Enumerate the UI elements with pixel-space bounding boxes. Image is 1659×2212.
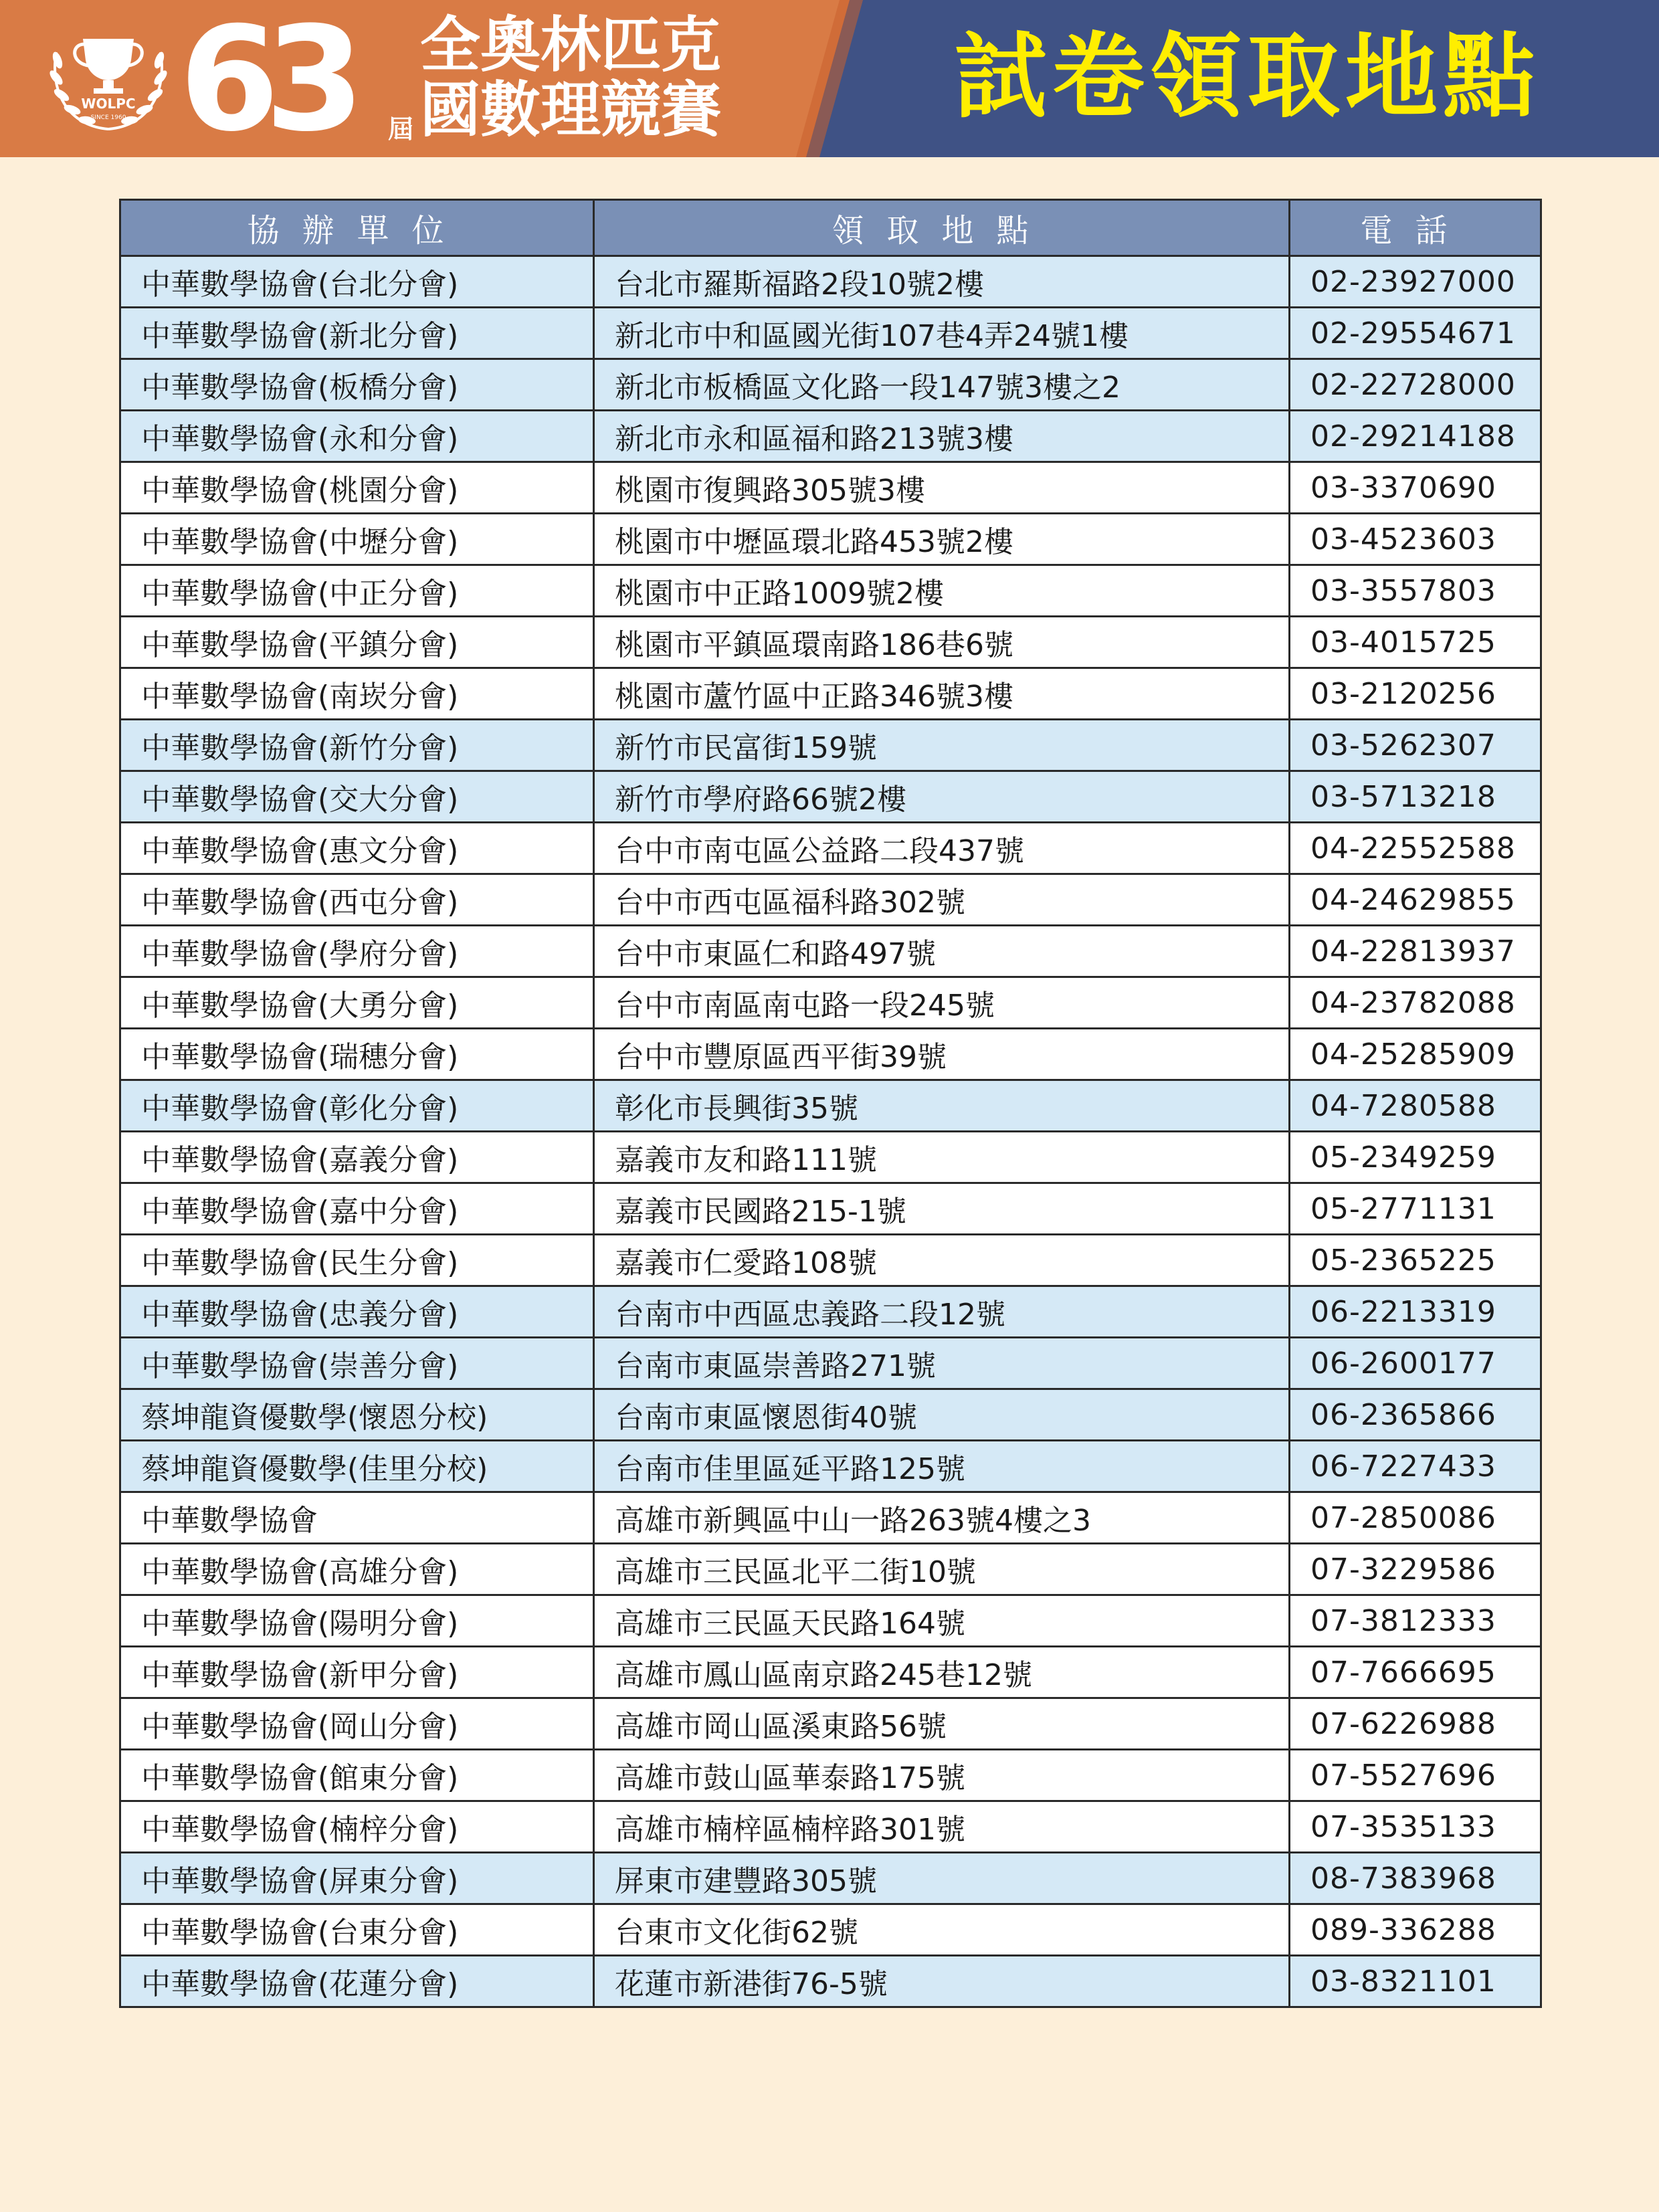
edition-suffix: 屆 (388, 114, 414, 144)
organizer-cell: 中華數學協會(楠梓分會) (120, 1801, 594, 1853)
address-cell: 屏東市建豐路305號 (594, 1853, 1290, 1904)
phone-cell: 03-2120256 (1290, 668, 1541, 720)
address-cell: 台中市南屯區公益路二段437號 (594, 823, 1290, 874)
phone-cell: 04-22813937 (1290, 926, 1541, 977)
table-row (120, 462, 1541, 514)
phone-cell: 07-2850086 (1290, 1492, 1541, 1544)
phone-cell: 06-2365866 (1290, 1389, 1541, 1441)
table-row (120, 1956, 1541, 2007)
address-cell: 嘉義市民國路215-1號 (594, 1183, 1290, 1235)
phone-cell: 03-5262307 (1290, 720, 1541, 771)
address-cell: 台中市西屯區福科路302號 (594, 874, 1290, 926)
table-row (120, 1853, 1541, 1904)
table-row (120, 308, 1541, 359)
organizer-cell: 中華數學協會(館東分會) (120, 1750, 594, 1801)
address-cell: 新北市板橋區文化路一段147號3樓之2 (594, 359, 1290, 411)
address-cell: 嘉義市仁愛路108號 (594, 1235, 1290, 1286)
address-cell: 台南市東區懷恩街40號 (594, 1389, 1290, 1441)
table-row (120, 1544, 1541, 1595)
phone-cell: 02-29554671 (1290, 308, 1541, 359)
phone-cell: 06-2213319 (1290, 1286, 1541, 1338)
table-row (120, 1029, 1541, 1080)
table-row (120, 411, 1541, 462)
organizer-cell: 中華數學協會(板橋分會) (120, 359, 594, 411)
table-row (120, 1132, 1541, 1183)
address-cell: 台中市東區仁和路497號 (594, 926, 1290, 977)
organizer-cell: 中華數學協會(中壢分會) (120, 514, 594, 565)
phone-cell: 07-3229586 (1290, 1544, 1541, 1595)
phone-cell: 04-22552588 (1290, 823, 1541, 874)
phone-cell: 06-2600177 (1290, 1338, 1541, 1389)
address-cell: 台東市文化街62號 (594, 1904, 1290, 1956)
table-row (120, 1235, 1541, 1286)
table-row (120, 1286, 1541, 1338)
address-cell: 高雄市三民區天民路164號 (594, 1595, 1290, 1647)
address-cell: 桃園市蘆竹區中正路346號3樓 (594, 668, 1290, 720)
competition-title-line1: 全奧林匹克 (420, 10, 721, 80)
table-row (120, 565, 1541, 617)
phone-cell: 05-2349259 (1290, 1132, 1541, 1183)
table-row (120, 1904, 1541, 1956)
organizer-cell: 中華數學協會(嘉中分會) (120, 1183, 594, 1235)
table-row (120, 256, 1541, 308)
organizer-cell: 中華數學協會(惠文分會) (120, 823, 594, 874)
organizer-cell: 中華數學協會(新北分會) (120, 308, 594, 359)
organizer-cell: 中華數學協會(南崁分會) (120, 668, 594, 720)
organizer-cell: 中華數學協會(瑞穗分會) (120, 1029, 594, 1080)
organizer-cell: 蔡坤龍資優數學(懷恩分校) (120, 1389, 594, 1441)
phone-cell: 07-3535133 (1290, 1801, 1541, 1853)
address-cell: 嘉義市友和路111號 (594, 1132, 1290, 1183)
phone-cell: 03-4015725 (1290, 617, 1541, 668)
address-cell: 桃園市平鎮區環南路186巷6號 (594, 617, 1290, 668)
organizer-cell: 中華數學協會(桃園分會) (120, 462, 594, 514)
phone-cell: 08-7383968 (1290, 1853, 1541, 1904)
address-cell: 台中市南區南屯路一段245號 (594, 977, 1290, 1029)
organizer-cell: 中華數學協會(台東分會) (120, 1904, 594, 1956)
table-row (120, 926, 1541, 977)
address-cell: 新竹市民富街159號 (594, 720, 1290, 771)
organizer-cell: 中華數學協會(高雄分會) (120, 1544, 594, 1595)
organizer-cell: 中華數學協會(嘉義分會) (120, 1132, 594, 1183)
competition-title-line2: 國數理競賽 (420, 75, 721, 145)
phone-cell: 02-22728000 (1290, 359, 1541, 411)
table-row (120, 1647, 1541, 1698)
address-cell: 台南市中西區忠義路二段12號 (594, 1286, 1290, 1338)
phone-cell: 05-2365225 (1290, 1235, 1541, 1286)
phone-cell: 02-29214188 (1290, 411, 1541, 462)
organizer-cell: 中華數學協會(中正分會) (120, 565, 594, 617)
organizer-cell: 中華數學協會(崇善分會) (120, 1338, 594, 1389)
phone-cell: 02-23927000 (1290, 256, 1541, 308)
phone-cell: 03-3557803 (1290, 565, 1541, 617)
organizer-cell: 中華數學協會(西屯分會) (120, 874, 594, 926)
table-row (120, 359, 1541, 411)
table-row (120, 1595, 1541, 1647)
table-row (120, 1750, 1541, 1801)
table-row (120, 1080, 1541, 1132)
address-cell: 高雄市鳳山區南京路245巷12號 (594, 1647, 1290, 1698)
address-cell: 彰化市長興街35號 (594, 1080, 1290, 1132)
table-row (120, 1801, 1541, 1853)
table-row (120, 668, 1541, 720)
table-row (120, 514, 1541, 565)
table-row (120, 823, 1541, 874)
address-cell: 高雄市岡山區溪東路56號 (594, 1698, 1290, 1750)
phone-cell: 04-23782088 (1290, 977, 1541, 1029)
trophy-laurel-logo (41, 19, 175, 139)
address-cell: 新竹市學府路66號2樓 (594, 771, 1290, 823)
phone-cell: 07-5527696 (1290, 1750, 1541, 1801)
address-cell: 台南市東區崇善路271號 (594, 1338, 1290, 1389)
phone-cell: 06-7227433 (1290, 1441, 1541, 1492)
phone-cell: 03-8321101 (1290, 1956, 1541, 2007)
address-cell: 高雄市三民區北平二街10號 (594, 1544, 1290, 1595)
address-cell: 花蓮市新港街76-5號 (594, 1956, 1290, 2007)
address-cell: 高雄市新興區中山一路263號4樓之3 (594, 1492, 1290, 1544)
address-cell: 桃園市中正路1009號2樓 (594, 565, 1290, 617)
organizer-cell: 中華數學協會(花蓮分會) (120, 1956, 594, 2007)
header-banner (0, 0, 1659, 163)
phone-cell: 03-5713218 (1290, 771, 1541, 823)
organizer-cell: 中華數學協會(新甲分會) (120, 1647, 594, 1698)
phone-cell: 04-25285909 (1290, 1029, 1541, 1080)
phone-cell: 089-336288 (1290, 1904, 1541, 1956)
phone-cell: 07-6226988 (1290, 1698, 1541, 1750)
table-row (120, 1389, 1541, 1441)
organizer-cell: 中華數學協會(岡山分會) (120, 1698, 594, 1750)
table-row (120, 1492, 1541, 1544)
organizer-cell: 中華數學協會(陽明分會) (120, 1595, 594, 1647)
organizer-cell: 中華數學協會(台北分會) (120, 256, 594, 308)
organizer-cell: 中華數學協會 (120, 1492, 594, 1544)
table-row (120, 617, 1541, 668)
organizer-cell: 蔡坤龍資優數學(佳里分校) (120, 1441, 594, 1492)
organizer-cell: 中華數學協會(交大分會) (120, 771, 594, 823)
organizer-cell: 中華數學協會(屏東分會) (120, 1853, 594, 1904)
table-row (120, 1441, 1541, 1492)
organizer-cell: 中華數學協會(民生分會) (120, 1235, 594, 1286)
table-row (120, 1698, 1541, 1750)
organizer-cell: 中華數學協會(彰化分會) (120, 1080, 594, 1132)
address-cell: 高雄市楠梓區楠梓路301號 (594, 1801, 1290, 1853)
phone-cell: 05-2771131 (1290, 1183, 1541, 1235)
address-cell: 高雄市鼓山區華泰路175號 (594, 1750, 1290, 1801)
phone-cell: 07-3812333 (1290, 1595, 1541, 1647)
table-row (120, 1338, 1541, 1389)
address-cell: 新北市永和區福和路213號3樓 (594, 411, 1290, 462)
pickup-locations-table (119, 199, 1542, 2008)
address-cell: 台南市佳里區延平路125號 (594, 1441, 1290, 1492)
address-cell: 桃園市復興路305號3樓 (594, 462, 1290, 514)
table-row (120, 771, 1541, 823)
column-header-organizer: 協辦單位 (120, 200, 594, 256)
organizer-cell: 中華數學協會(忠義分會) (120, 1286, 594, 1338)
logo-since: SINCE 1960 (90, 114, 126, 121)
phone-cell: 07-7666695 (1290, 1647, 1541, 1698)
logo-wordmark: WOLPC (81, 96, 136, 112)
organizer-cell: 中華數學協會(學府分會) (120, 926, 594, 977)
organizer-cell: 中華數學協會(平鎮分會) (120, 617, 594, 668)
table-row (120, 720, 1541, 771)
address-cell: 台中市豐原區西平街39號 (594, 1029, 1290, 1080)
organizer-cell: 中華數學協會(永和分會) (120, 411, 594, 462)
column-header-phone: 電話 (1290, 200, 1541, 256)
phone-cell: 03-4523603 (1290, 514, 1541, 565)
edition-number: 63 (179, 0, 351, 163)
phone-cell: 03-3370690 (1290, 462, 1541, 514)
phone-cell: 04-7280588 (1290, 1080, 1541, 1132)
table-row (120, 1183, 1541, 1235)
address-cell: 桃園市中壢區環北路453號2樓 (594, 514, 1290, 565)
table-row (120, 977, 1541, 1029)
column-header-location: 領取地點 (594, 200, 1290, 256)
organizer-cell: 中華數學協會(新竹分會) (120, 720, 594, 771)
table-header-row (120, 200, 1541, 256)
phone-cell: 04-24629855 (1290, 874, 1541, 926)
organizer-cell: 中華數學協會(大勇分會) (120, 977, 594, 1029)
address-cell: 新北市中和區國光街107巷4弄24號1樓 (594, 308, 1290, 359)
table-row (120, 874, 1541, 926)
address-cell: 台北市羅斯福路2段10號2樓 (594, 256, 1290, 308)
page-title: 試卷領取地點 (954, 23, 1541, 130)
